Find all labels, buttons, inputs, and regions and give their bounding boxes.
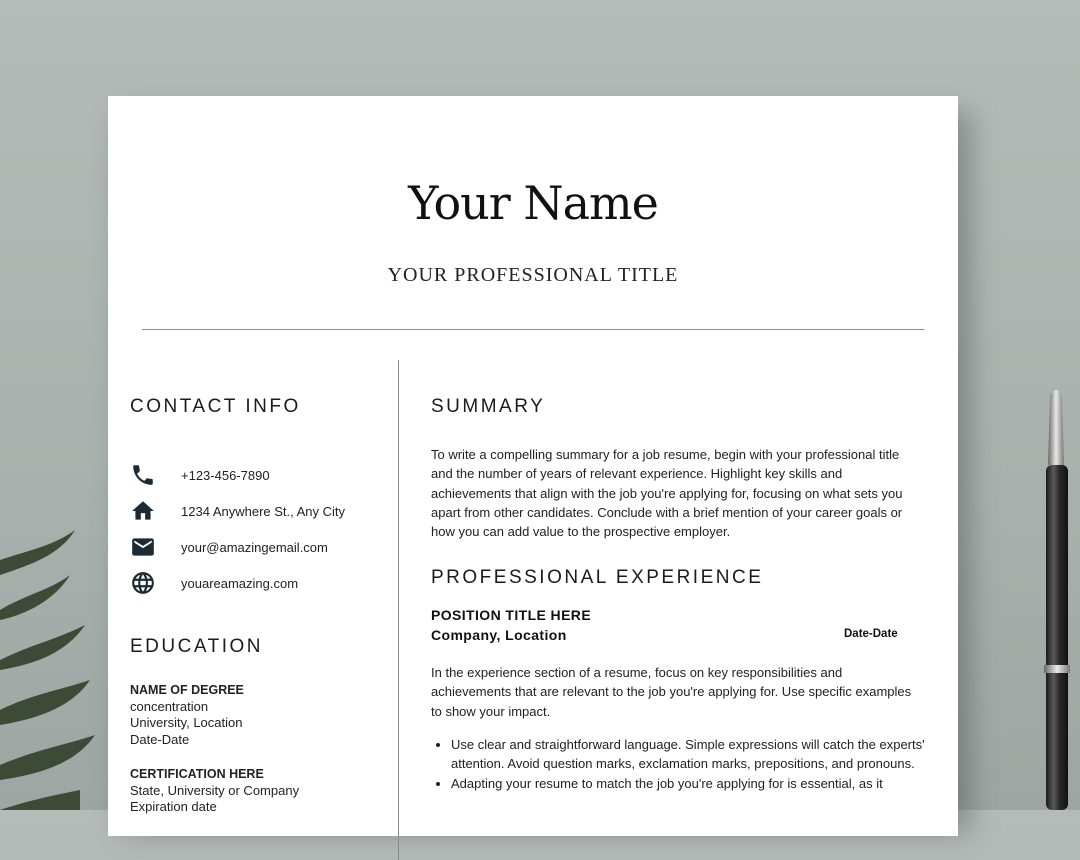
education-degree xyxy=(130,682,244,748)
contact-address xyxy=(130,496,345,526)
certification-expiration: Expiration date xyxy=(130,799,217,814)
degree-name: NAME OF DEGREE xyxy=(130,683,244,697)
summary-text: To write a compelling summary for a job resume, begin with your professional title and the number of years of relevant experience. Highlight key skills and achievements that align with the job you're applying for, focusing on what sets you apart from other candidates. Conclude with a brief mention of your career goals or how you can add value to the prospective employer. xyxy=(431,447,903,540)
contact-info-heading: CONTACT INFO xyxy=(130,396,301,417)
education-heading: EDUCATION xyxy=(130,636,263,657)
list-item: • Use clear and straightforward language. Simple expressions will catch the experts' attention. Avoid question marks, exclamation marks, prepositions, and pronouns. xyxy=(451,735,941,774)
position-title: POSITION TITLE HERE xyxy=(431,607,592,623)
degree-dates: Date-Date xyxy=(130,731,190,747)
company-location: Company, Location xyxy=(431,627,567,643)
resume-name: Your Name xyxy=(408,176,658,230)
experience-bullets xyxy=(431,735,941,793)
column-divider xyxy=(398,360,399,860)
certification-name: CERTIFICATION HERE xyxy=(130,767,264,781)
email-address: your@amazingemail.com xyxy=(181,539,328,555)
degree-university: University, Location xyxy=(130,715,243,730)
resume-page xyxy=(108,96,958,836)
home-icon xyxy=(130,498,168,524)
plant-decoration xyxy=(0,520,110,810)
experience-dates: Date-Date xyxy=(844,628,898,640)
globe-icon xyxy=(130,570,168,596)
list-item: • Adapting your resume to match the job you're applying for is essential, as it xyxy=(451,774,941,793)
experience-heading: PROFESSIONAL EXPERIENCE xyxy=(431,567,764,588)
contact-email xyxy=(130,532,328,562)
experience-description: In the experience section of a resume, focus on key responsibilities and achievements that are relevant to the job you're applying for. Use specific examples to show your impact. xyxy=(431,665,912,719)
professional-title: YOUR PROFESSIONAL TITLE xyxy=(387,264,679,286)
pen-decoration xyxy=(1030,385,1080,810)
phone-icon xyxy=(130,462,168,488)
email-icon xyxy=(130,534,168,560)
header-divider xyxy=(142,329,924,330)
certification-issuer: State, University or Company xyxy=(130,782,300,798)
website: youareamazing.com xyxy=(181,575,299,591)
contact-website xyxy=(130,568,298,598)
education-certification xyxy=(130,766,299,816)
contact-phone xyxy=(130,460,270,490)
address: 1234 Anywhere St., Any City xyxy=(181,503,346,519)
summary-heading: SUMMARY xyxy=(431,396,546,417)
phone-number: +123-456-7890 xyxy=(181,467,270,483)
degree-concentration: concentration xyxy=(130,698,209,714)
